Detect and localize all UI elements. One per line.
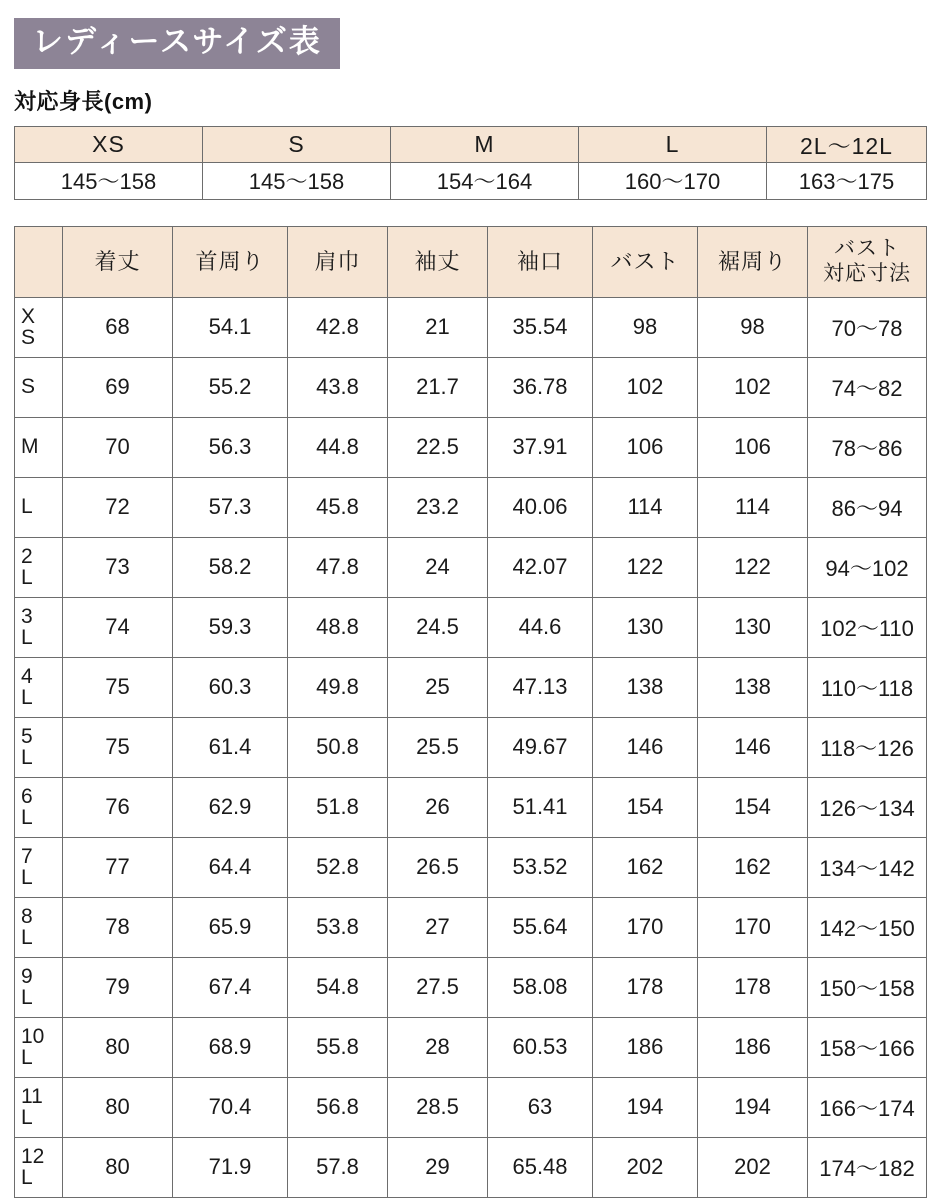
- cell-hem: 186: [698, 1017, 808, 1077]
- cell-shoulder: 51.8: [288, 777, 388, 837]
- cell-length: 75: [63, 657, 173, 717]
- cell-cuff: 47.13: [488, 657, 593, 717]
- cell-bust: 122: [593, 537, 698, 597]
- cell-shoulder: 55.8: [288, 1017, 388, 1077]
- table-row: [15, 657, 927, 717]
- height-size-header: S: [203, 126, 391, 162]
- cell-neck: 71.9: [173, 1137, 288, 1197]
- cell-length: 78: [63, 897, 173, 957]
- row-size: 8 L: [15, 897, 63, 957]
- cell-bust-fit: 110〜118: [808, 657, 927, 717]
- cell-bust-fit: 70〜78: [808, 297, 927, 357]
- cell-cuff: 37.91: [488, 417, 593, 477]
- cell-hem: 170: [698, 897, 808, 957]
- cell-shoulder: 47.8: [288, 537, 388, 597]
- cell-bust-fit: 118〜126: [808, 717, 927, 777]
- cell-neck: 70.4: [173, 1077, 288, 1137]
- cell-bust: 170: [593, 897, 698, 957]
- height-table-value-row: [15, 162, 927, 199]
- cell-bust-fit: 126〜134: [808, 777, 927, 837]
- table-row: [15, 717, 927, 777]
- row-size: M: [15, 417, 63, 477]
- cell-shoulder: 56.8: [288, 1077, 388, 1137]
- height-size-header: 2L〜12L: [767, 126, 927, 162]
- row-size: 5 L: [15, 717, 63, 777]
- cell-shoulder: 44.8: [288, 417, 388, 477]
- cell-bust-fit: 86〜94: [808, 477, 927, 537]
- table-row: [15, 597, 927, 657]
- cell-cuff: 35.54: [488, 297, 593, 357]
- cell-length: 80: [63, 1137, 173, 1197]
- cell-cuff: 42.07: [488, 537, 593, 597]
- height-range-cell: 145〜158: [203, 162, 391, 199]
- cell-shoulder: 53.8: [288, 897, 388, 957]
- cell-sleeve: 24: [388, 537, 488, 597]
- cell-shoulder: 54.8: [288, 957, 388, 1017]
- cell-neck: 57.3: [173, 477, 288, 537]
- cell-sleeve: 26.5: [388, 837, 488, 897]
- cell-neck: 68.9: [173, 1017, 288, 1077]
- cell-neck: 64.4: [173, 837, 288, 897]
- cell-shoulder: 43.8: [288, 357, 388, 417]
- header-bust-fit-line1: バスト: [834, 236, 900, 260]
- cell-cuff: 53.52: [488, 837, 593, 897]
- cell-length: 75: [63, 717, 173, 777]
- cell-bust: 146: [593, 717, 698, 777]
- cell-hem: 114: [698, 477, 808, 537]
- cell-hem: 202: [698, 1137, 808, 1197]
- table-row: [15, 1137, 927, 1197]
- header-bust-fit: [808, 226, 927, 297]
- cell-shoulder: 48.8: [288, 597, 388, 657]
- row-size: S: [15, 357, 63, 417]
- measurement-table: [14, 226, 927, 1198]
- table-row: [15, 1077, 927, 1137]
- table-row: [15, 897, 927, 957]
- header-sleeve: 袖丈: [388, 226, 488, 297]
- cell-sleeve: 27.5: [388, 957, 488, 1017]
- header-size: [15, 226, 63, 297]
- table-row: [15, 777, 927, 837]
- row-size: 4 L: [15, 657, 63, 717]
- cell-bust-fit: 94〜102: [808, 537, 927, 597]
- height-range-cell: 163〜175: [767, 162, 927, 199]
- page-title: レディースサイズ表: [14, 18, 340, 69]
- cell-bust-fit: 174〜182: [808, 1137, 927, 1197]
- cell-hem: 130: [698, 597, 808, 657]
- cell-bust: 98: [593, 297, 698, 357]
- cell-bust: 154: [593, 777, 698, 837]
- height-range-cell: 154〜164: [391, 162, 579, 199]
- cell-hem: 138: [698, 657, 808, 717]
- cell-length: 73: [63, 537, 173, 597]
- cell-bust: 114: [593, 477, 698, 537]
- row-size: 3 L: [15, 597, 63, 657]
- cell-length: 79: [63, 957, 173, 1017]
- cell-sleeve: 21.7: [388, 357, 488, 417]
- cell-neck: 60.3: [173, 657, 288, 717]
- cell-sleeve: 28: [388, 1017, 488, 1077]
- cell-sleeve: 29: [388, 1137, 488, 1197]
- cell-bust: 162: [593, 837, 698, 897]
- header-bust-fit-line2: 対応寸法: [823, 261, 911, 285]
- cell-neck: 55.2: [173, 357, 288, 417]
- cell-cuff: 40.06: [488, 477, 593, 537]
- cell-bust: 130: [593, 597, 698, 657]
- cell-neck: 67.4: [173, 957, 288, 1017]
- cell-cuff: 49.67: [488, 717, 593, 777]
- cell-shoulder: 52.8: [288, 837, 388, 897]
- cell-hem: 178: [698, 957, 808, 1017]
- cell-hem: 122: [698, 537, 808, 597]
- cell-sleeve: 21: [388, 297, 488, 357]
- cell-sleeve: 25: [388, 657, 488, 717]
- table-row: [15, 297, 927, 357]
- cell-hem: 162: [698, 837, 808, 897]
- cell-neck: 58.2: [173, 537, 288, 597]
- row-size: 7 L: [15, 837, 63, 897]
- cell-sleeve: 23.2: [388, 477, 488, 537]
- cell-cuff: 63: [488, 1077, 593, 1137]
- table-row: [15, 477, 927, 537]
- cell-shoulder: 49.8: [288, 657, 388, 717]
- cell-sleeve: 25.5: [388, 717, 488, 777]
- cell-length: 68: [63, 297, 173, 357]
- cell-bust: 194: [593, 1077, 698, 1137]
- row-size: 12 L: [15, 1137, 63, 1197]
- header-length: 着丈: [63, 226, 173, 297]
- cell-neck: 56.3: [173, 417, 288, 477]
- cell-cuff: 51.41: [488, 777, 593, 837]
- table-row: [15, 957, 927, 1017]
- cell-cuff: 60.53: [488, 1017, 593, 1077]
- header-cuff: 袖口: [488, 226, 593, 297]
- cell-shoulder: 50.8: [288, 717, 388, 777]
- cell-cuff: 65.48: [488, 1137, 593, 1197]
- cell-bust: 102: [593, 357, 698, 417]
- cell-neck: 54.1: [173, 297, 288, 357]
- cell-neck: 61.4: [173, 717, 288, 777]
- height-size-header: L: [579, 126, 767, 162]
- cell-hem: 154: [698, 777, 808, 837]
- row-size: L: [15, 477, 63, 537]
- cell-bust-fit: 150〜158: [808, 957, 927, 1017]
- cell-bust-fit: 158〜166: [808, 1017, 927, 1077]
- measurement-header-row: [15, 226, 927, 297]
- cell-sleeve: 28.5: [388, 1077, 488, 1137]
- height-range-cell: 145〜158: [15, 162, 203, 199]
- cell-bust: 178: [593, 957, 698, 1017]
- cell-shoulder: 42.8: [288, 297, 388, 357]
- cell-length: 76: [63, 777, 173, 837]
- height-range-cell: 160〜170: [579, 162, 767, 199]
- row-size: 6 L: [15, 777, 63, 837]
- table-row: [15, 417, 927, 477]
- cell-neck: 59.3: [173, 597, 288, 657]
- cell-length: 72: [63, 477, 173, 537]
- cell-sleeve: 26: [388, 777, 488, 837]
- cell-cuff: 55.64: [488, 897, 593, 957]
- cell-hem: 102: [698, 357, 808, 417]
- cell-length: 80: [63, 1017, 173, 1077]
- table-row: [15, 357, 927, 417]
- cell-length: 77: [63, 837, 173, 897]
- cell-length: 69: [63, 357, 173, 417]
- cell-hem: 98: [698, 297, 808, 357]
- height-table: [14, 126, 927, 200]
- cell-length: 74: [63, 597, 173, 657]
- cell-bust-fit: 78〜86: [808, 417, 927, 477]
- cell-neck: 62.9: [173, 777, 288, 837]
- cell-cuff: 44.6: [488, 597, 593, 657]
- header-bust: バスト: [593, 226, 698, 297]
- height-table-header-row: [15, 126, 927, 162]
- cell-shoulder: 57.8: [288, 1137, 388, 1197]
- row-size: 2 L: [15, 537, 63, 597]
- cell-shoulder: 45.8: [288, 477, 388, 537]
- cell-length: 70: [63, 417, 173, 477]
- row-size: X S: [15, 297, 63, 357]
- header-neck: 首周り: [173, 226, 288, 297]
- cell-neck: 65.9: [173, 897, 288, 957]
- cell-bust-fit: 74〜82: [808, 357, 927, 417]
- row-size: 10 L: [15, 1017, 63, 1077]
- cell-bust: 138: [593, 657, 698, 717]
- table-row: [15, 837, 927, 897]
- cell-sleeve: 27: [388, 897, 488, 957]
- header-shoulder: 肩巾: [288, 226, 388, 297]
- cell-bust: 186: [593, 1017, 698, 1077]
- cell-sleeve: 22.5: [388, 417, 488, 477]
- cell-cuff: 58.08: [488, 957, 593, 1017]
- measurement-section: [14, 226, 926, 1198]
- cell-sleeve: 24.5: [388, 597, 488, 657]
- cell-bust-fit: 166〜174: [808, 1077, 927, 1137]
- header-hem: 裾周り: [698, 226, 808, 297]
- cell-hem: 146: [698, 717, 808, 777]
- cell-hem: 194: [698, 1077, 808, 1137]
- cell-length: 80: [63, 1077, 173, 1137]
- height-size-header: XS: [15, 126, 203, 162]
- row-size: 11 L: [15, 1077, 63, 1137]
- cell-cuff: 36.78: [488, 357, 593, 417]
- cell-bust-fit: 134〜142: [808, 837, 927, 897]
- row-size: 9 L: [15, 957, 63, 1017]
- cell-bust: 106: [593, 417, 698, 477]
- table-row: [15, 1017, 927, 1077]
- cell-bust: 202: [593, 1137, 698, 1197]
- height-section-label: 対応身長(cm): [14, 88, 153, 114]
- table-row: [15, 537, 927, 597]
- cell-bust-fit: 142〜150: [808, 897, 927, 957]
- cell-bust-fit: 102〜110: [808, 597, 927, 657]
- height-size-header: M: [391, 126, 579, 162]
- cell-hem: 106: [698, 417, 808, 477]
